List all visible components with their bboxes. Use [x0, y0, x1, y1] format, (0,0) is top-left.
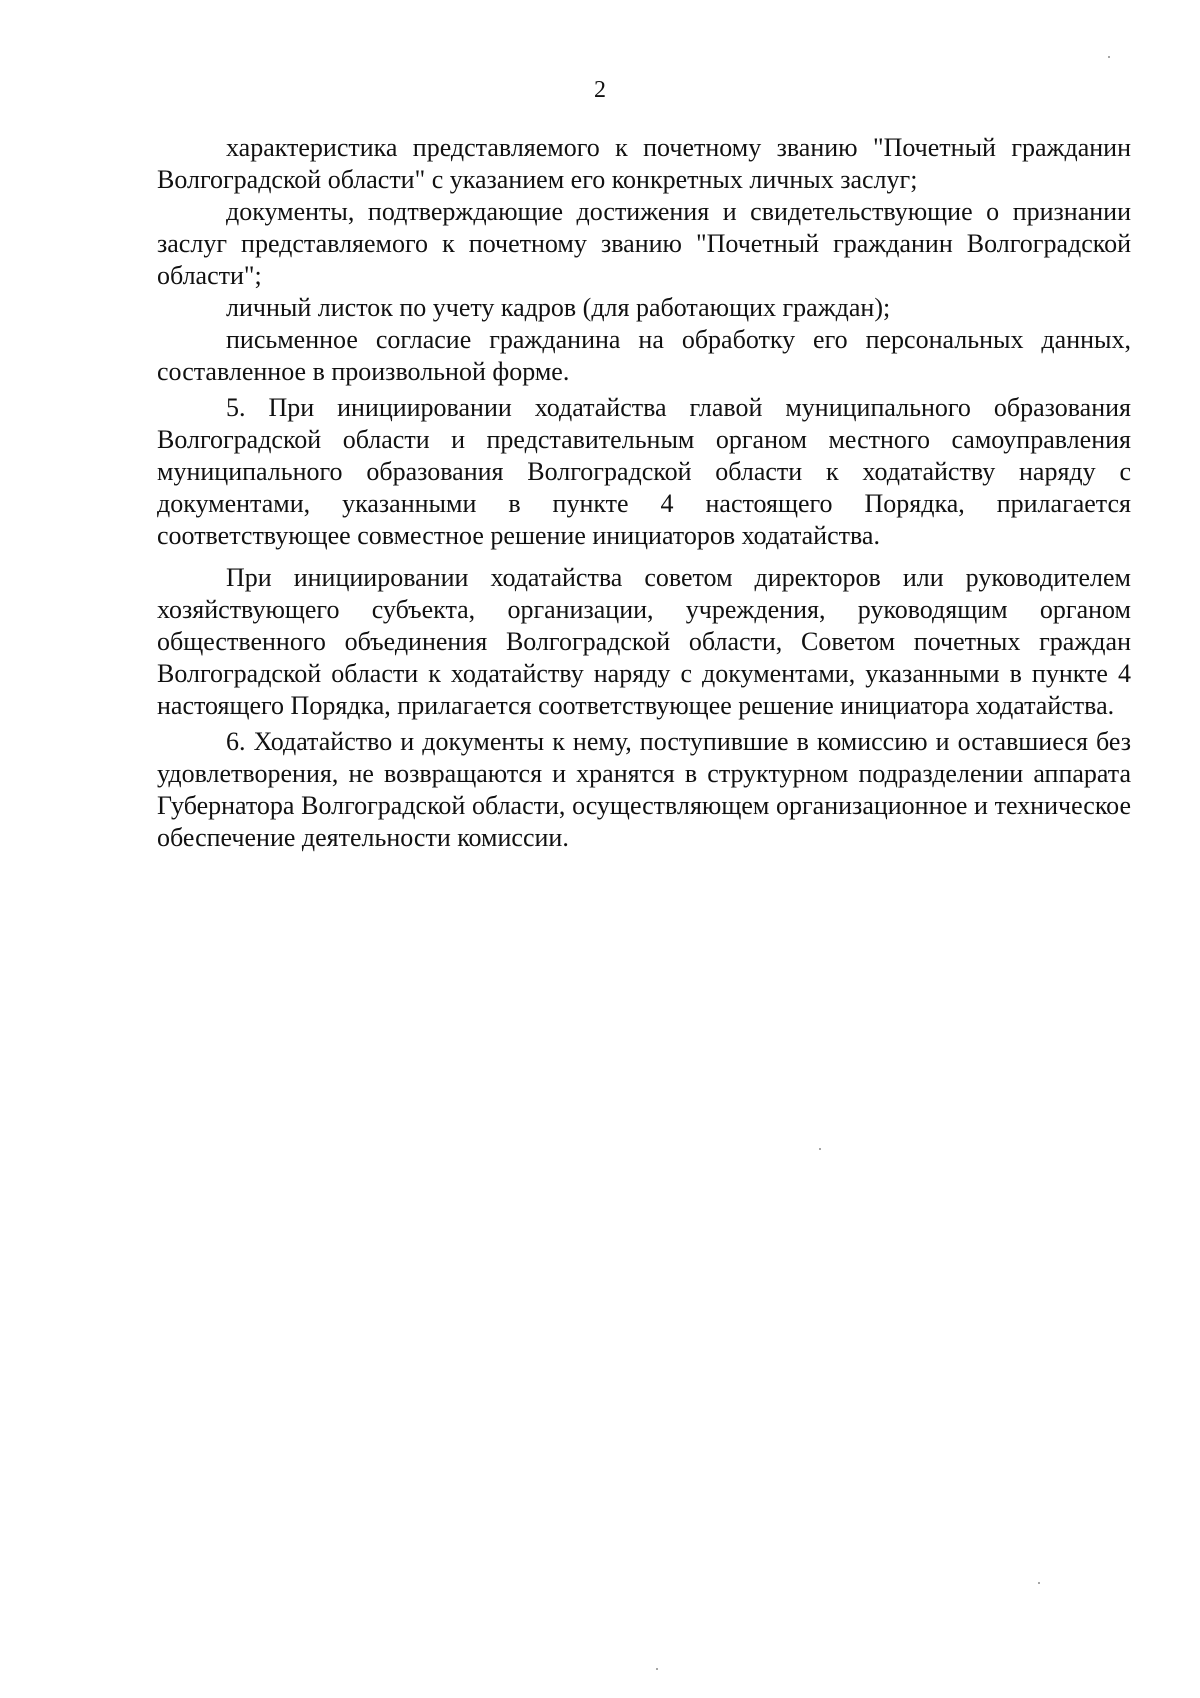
- scan-speck: [1108, 56, 1110, 58]
- scan-speck: [656, 1668, 658, 1670]
- paragraph-clause-5: 5. При инициировании ходатайства главой муниципального образования Волгоградской области и представительным органом местного самоуправления муниципального образования Волгоградской области к ходатайству наряду с документами, указанными в пункте 4 настоящего Порядка, прилагается соответствующее совместное решение инициаторов ходатайства.: [157, 393, 1131, 550]
- paragraph-achievement-documents: документы, подтверждающие достижения и свидетельствующие о признании заслуг представляемого к почетному званию "Почетный гражданин Волгоградской области";: [157, 197, 1131, 290]
- document-body: [157, 132, 1131, 854]
- scan-speck: [1038, 1582, 1040, 1584]
- paragraph-characteristic: характеристика представляемого к почетному званию "Почетный гражданин Волгоградской области" с указанием его конкретных личных заслуг;: [157, 133, 1131, 194]
- page-number: 2: [594, 77, 606, 103]
- paragraph-personnel-sheet: личный листок по учету кадров (для работающих граждан);: [226, 293, 891, 322]
- paragraph-consent: письменное согласие гражданина на обработку его персональных данных, составленное в произвольной форме.: [157, 325, 1131, 386]
- paragraph-clause-6: 6. Ходатайство и документы к нему, поступившие в комиссию и оставшиеся без удовлетворения, не возвращаются и хранятся в структурном подразделении аппарата Губернатора Волгоградской области, осуществляющем организационное и техническое обеспечение деятельности комиссии.: [157, 727, 1131, 852]
- paragraph-clause-5-continued: При инициировании ходатайства советом директоров или руководителем хозяйствующего субъекта, организации, учреждения, руководящим органом общественного объединения Волгоградской области, Советом почетных граждан Волгоградской области к ходатайству наряду с документами, указанными в пункте 4 настоящего Порядка, прилагается соответствующее решение инициатора ходатайства.: [157, 563, 1131, 720]
- scan-speck: [819, 1148, 821, 1150]
